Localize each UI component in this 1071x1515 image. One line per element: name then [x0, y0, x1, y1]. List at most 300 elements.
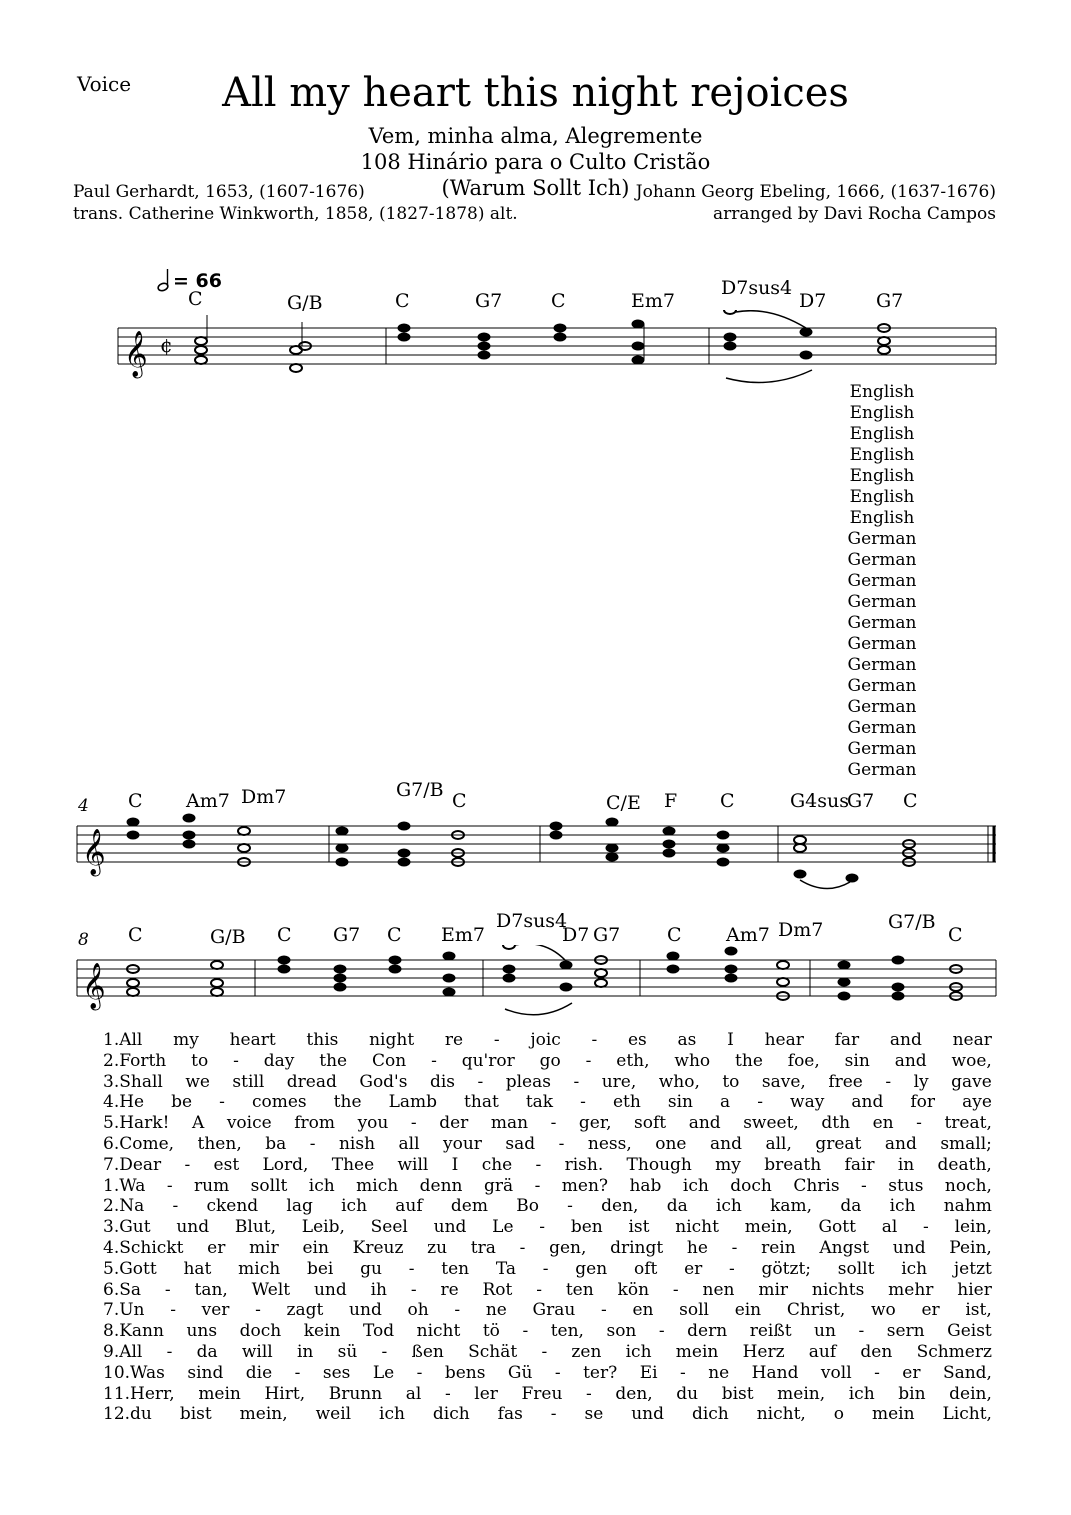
- lyric-syllable: sollt: [250, 1175, 288, 1196]
- lyric-syllable: comes: [251, 1092, 307, 1113]
- lyric-syllable: se: [584, 1404, 604, 1425]
- lyric-syllable: -: [184, 1154, 191, 1175]
- composer-credit: Johann Georg Ebeling, 1666, (1637-1676): [635, 182, 996, 202]
- lyric-syllable: all: [398, 1134, 420, 1154]
- lyric-syllable: tan,: [194, 1279, 228, 1300]
- lyric-syllable: in: [296, 1342, 314, 1362]
- lyric-syllable: breath: [764, 1154, 822, 1175]
- lyric-syllable: auf: [808, 1342, 837, 1362]
- lyric-line: [103, 1280, 992, 1300]
- chord-symbol: G/B: [287, 292, 323, 314]
- lyric-syllable: still: [232, 1071, 265, 1092]
- lyric-syllable: mein: [198, 1383, 241, 1404]
- lyric-syllable: -: [255, 1300, 261, 1321]
- lyric-syllable: and: [851, 1092, 884, 1113]
- lyric-syllable: this: [306, 1030, 339, 1050]
- lyric-syllable: ure,: [601, 1071, 637, 1092]
- lyric-syllable: pleas: [505, 1071, 551, 1092]
- lyric-syllable: Thee: [331, 1154, 375, 1175]
- lyric-syllable: -: [731, 1238, 738, 1258]
- lyric-syllable: oft: [633, 1258, 658, 1279]
- subtitle-portuguese: Vem, minha alma, Alegremente: [368, 124, 703, 148]
- lyric-syllable: -: [729, 1258, 735, 1279]
- lyric-syllable: nicht: [675, 1217, 719, 1238]
- lyric-syllable: wo: [871, 1300, 896, 1321]
- language-label: English: [849, 487, 915, 507]
- lyric-syllable: stus: [888, 1175, 924, 1196]
- lyric-syllable: -: [410, 1113, 417, 1134]
- chord-symbol: Am7: [726, 924, 770, 946]
- lyric-syllable: aye: [962, 1092, 992, 1113]
- lyric-line: [103, 1404, 992, 1424]
- lyric-syllable: I: [451, 1154, 459, 1175]
- lyric-syllable: er: [684, 1258, 703, 1279]
- lyric-syllable: -: [558, 1134, 565, 1154]
- lyric-syllable: -: [554, 1362, 561, 1383]
- lyric-syllable: 4.Schickt: [103, 1238, 184, 1258]
- lyric-syllable: tö: [482, 1321, 500, 1342]
- lyric-syllable: -: [586, 1383, 592, 1404]
- lyric-syllable: one: [655, 1134, 687, 1154]
- lyric-syllable: nen: [702, 1279, 735, 1300]
- lyric-syllable: great: [815, 1134, 862, 1154]
- lyric-syllable: sü: [337, 1342, 358, 1362]
- lyric-syllable: ich: [341, 1196, 368, 1217]
- lyric-syllable: Licht,: [942, 1404, 992, 1425]
- lyric-syllable: 8.Kann: [103, 1321, 164, 1342]
- lyric-syllable: al: [881, 1217, 898, 1238]
- lyric-syllable: qu'ror: [461, 1050, 515, 1071]
- lyric-syllable: -: [573, 1071, 580, 1092]
- lyric-syllable: ich: [682, 1175, 709, 1196]
- lyric-syllable: Freu: [521, 1383, 563, 1404]
- lyric-line: [103, 1238, 992, 1258]
- lyric-syllable: du: [676, 1383, 699, 1404]
- lyric-syllable: ßen: [411, 1342, 444, 1362]
- lyric-syllable: -: [567, 1196, 573, 1217]
- lyric-syllable: tak: [525, 1092, 554, 1113]
- lyric-syllable: -: [539, 1217, 546, 1238]
- lyric-syllable: 1.All: [103, 1030, 143, 1050]
- language-label: German: [847, 529, 917, 549]
- lyric-syllable: -: [541, 1342, 548, 1362]
- lyric-syllable: die: [245, 1362, 273, 1383]
- lyric-syllable: da: [196, 1342, 218, 1362]
- lyric-syllable: ckend: [206, 1196, 259, 1217]
- lyric-syllable: ich: [625, 1342, 652, 1362]
- chord-symbol: G7: [876, 290, 904, 312]
- lyric-syllable: ben: [570, 1217, 603, 1238]
- lyric-syllable: -: [861, 1175, 867, 1196]
- lyric-syllable: zu: [427, 1238, 448, 1258]
- lyric-syllable: gen,: [549, 1238, 587, 1258]
- lyric-syllable: -: [164, 1279, 171, 1300]
- lyric-syllable: götzt;: [761, 1258, 812, 1279]
- lyric-syllable: -: [166, 1342, 173, 1362]
- lyric-syllable: o: [833, 1404, 845, 1425]
- language-label: German: [847, 718, 917, 738]
- lyric-line: [103, 1092, 992, 1112]
- lyric-line: [103, 1051, 992, 1071]
- lyric-syllable: far: [834, 1030, 860, 1050]
- chord-symbol: Em7: [441, 924, 485, 946]
- lyric-syllable: kein: [303, 1321, 341, 1342]
- lyric-syllable: gu: [360, 1258, 382, 1279]
- chord-symbol: C: [903, 790, 918, 812]
- lyric-line: [103, 1342, 992, 1362]
- chord-symbol: Dm7: [778, 919, 824, 941]
- lyric-line: [103, 1384, 992, 1404]
- lyric-syllable: und: [176, 1217, 210, 1238]
- lyric-syllable: 10.Was: [103, 1362, 165, 1383]
- lyric-syllable: -: [542, 1258, 549, 1279]
- lyric-syllable: fas: [497, 1404, 523, 1425]
- treble-clef-icon: 𝄞: [124, 331, 148, 377]
- lyric-syllable: eth,: [616, 1050, 650, 1071]
- lyric-syllable: you: [357, 1113, 389, 1134]
- lyric-syllable: -: [536, 1279, 542, 1300]
- lyric-syllable: -: [444, 1383, 451, 1404]
- chord-symbol: D7: [562, 924, 590, 946]
- lyric-line: [103, 1030, 992, 1050]
- lyric-syllable: 7.Un: [103, 1300, 145, 1321]
- lyric-syllable: -: [923, 1217, 929, 1238]
- arranger-credit: arranged by Davi Rocha Campos: [713, 204, 996, 224]
- lyric-syllable: est: [213, 1154, 240, 1175]
- lyric-syllable: ness,: [587, 1134, 632, 1154]
- lyric-syllable: -: [294, 1362, 301, 1383]
- lyric-line: [103, 1176, 992, 1196]
- lyric-syllable: grä: [483, 1175, 514, 1196]
- lyric-syllable: treat,: [944, 1113, 992, 1134]
- lyric-syllable: mehr: [888, 1279, 934, 1300]
- lyric-syllable: and: [709, 1134, 742, 1154]
- lyric-syllable: 7.Dear: [103, 1154, 162, 1175]
- lyric-syllable: nahm: [943, 1196, 992, 1217]
- lyric-syllable: -: [493, 1030, 500, 1050]
- lyric-syllable: oh: [407, 1300, 429, 1321]
- lyric-syllable: mich: [356, 1175, 399, 1196]
- half-note-icon: [157, 267, 173, 293]
- lyric-syllable: Lamb: [388, 1092, 437, 1113]
- lyric-syllable: who: [674, 1050, 711, 1071]
- lyric-syllable: ich: [715, 1196, 742, 1217]
- lyric-syllable: dein,: [949, 1383, 992, 1404]
- lyric-syllable: the: [319, 1050, 348, 1071]
- lyric-syllable: sad: [505, 1134, 536, 1154]
- lyric-syllable: as: [677, 1030, 697, 1050]
- lyric-syllable: kön: [617, 1279, 650, 1300]
- lyric-line: [103, 1300, 992, 1320]
- lyric-line: [103, 1134, 992, 1154]
- lyric-syllable: joic: [530, 1030, 561, 1050]
- lyric-syllable: bist: [179, 1404, 212, 1425]
- lyric-syllable: Brunn: [328, 1383, 383, 1404]
- lyric-syllable: Con: [371, 1050, 407, 1071]
- lyric-syllable: er: [902, 1362, 921, 1383]
- chord-symbol: C: [128, 790, 143, 812]
- lyric-syllable: Bo: [516, 1196, 539, 1217]
- chord-symbol: G7: [333, 924, 361, 946]
- language-label: German: [847, 676, 917, 696]
- lyric-syllable: nicht: [416, 1321, 461, 1342]
- lyric-syllable: ger,: [578, 1113, 612, 1134]
- translator-credit: trans. Catherine Winkworth, 1858, (1827-1878) alt.: [73, 204, 518, 224]
- lyric-syllable: nichts: [811, 1279, 865, 1300]
- language-label: English: [849, 466, 915, 486]
- lyric-syllable: den: [860, 1342, 893, 1362]
- lyric-syllable: to: [191, 1050, 209, 1071]
- lyric-syllable: he: [686, 1238, 708, 1258]
- language-label: German: [847, 571, 917, 591]
- staff-system-3: [0, 945, 1071, 1025]
- lyric-syllable: my: [715, 1154, 741, 1175]
- chord-symbol: G7: [847, 790, 875, 812]
- lyric-syllable: -: [534, 1175, 541, 1196]
- lyric-syllable: -: [680, 1362, 686, 1383]
- lyric-syllable: ses: [322, 1362, 351, 1383]
- lyric-syllable: Grau: [532, 1300, 576, 1321]
- language-label: English: [849, 508, 915, 528]
- chord-symbol: G7/B: [396, 779, 444, 801]
- chord-symbol: D7sus4: [721, 277, 793, 299]
- lyric-syllable: und: [433, 1217, 467, 1238]
- lyric-syllable: Gott: [818, 1217, 856, 1238]
- lyric-syllable: hat: [183, 1258, 212, 1279]
- lyric-syllable: -: [658, 1321, 665, 1342]
- lyric-syllable: -: [580, 1092, 586, 1113]
- lyric-syllable: Geist: [947, 1321, 992, 1342]
- chord-symbol: Am7: [186, 790, 230, 812]
- lyric-syllable: ly: [913, 1071, 929, 1092]
- lyric-syllable: free: [828, 1071, 863, 1092]
- lyric-syllable: -: [916, 1113, 922, 1134]
- lyric-syllable: that: [464, 1092, 499, 1113]
- lyric-syllable: eth: [612, 1092, 641, 1113]
- chord-symbol: C: [277, 924, 292, 946]
- lyric-syllable: 12.du: [103, 1404, 152, 1425]
- lyric-syllable: -: [601, 1300, 607, 1321]
- language-label: English: [849, 445, 915, 465]
- lyric-line: [103, 1196, 992, 1216]
- lyric-syllable: man: [490, 1113, 529, 1134]
- lyric-syllable: -: [858, 1321, 865, 1342]
- lyric-syllable: mein,: [777, 1383, 826, 1404]
- lyric-syllable: en: [872, 1113, 894, 1134]
- lyric-syllable: night: [369, 1030, 415, 1050]
- lyric-syllable: -: [431, 1050, 437, 1071]
- chord-symbol: Dm7: [241, 786, 287, 808]
- lyric-syllable: -: [170, 1300, 176, 1321]
- lyric-line: [103, 1155, 992, 1175]
- lyric-syllable: weil: [315, 1404, 352, 1425]
- lyric-syllable: ein: [734, 1300, 762, 1321]
- chord-symbol: C: [387, 924, 402, 946]
- chord-symbol: G/B: [210, 926, 246, 948]
- lyric-syllable: dth: [821, 1113, 851, 1134]
- lyric-syllable: 3.Gut: [103, 1217, 151, 1238]
- lyric-syllable: mir: [758, 1279, 789, 1300]
- lyric-syllable: ten: [565, 1279, 594, 1300]
- lyric-syllable: re: [440, 1279, 459, 1300]
- lyric-syllable: -: [166, 1175, 173, 1196]
- lyric-syllable: ich: [379, 1404, 405, 1425]
- lyric-syllable: we: [185, 1071, 210, 1092]
- lyric-syllable: ist,: [965, 1300, 992, 1321]
- lyric-syllable: -: [410, 1279, 417, 1300]
- lyric-syllable: -: [381, 1342, 388, 1362]
- lyric-syllable: and: [884, 1134, 917, 1154]
- lyric-syllable: noch,: [944, 1175, 992, 1196]
- lyric-syllable: for: [910, 1092, 936, 1113]
- lyric-line: [103, 1259, 992, 1279]
- lyric-syllable: dem: [450, 1196, 488, 1217]
- lyric-syllable: I: [727, 1030, 734, 1050]
- language-label: German: [847, 760, 917, 780]
- lyric-syllable: -: [477, 1071, 484, 1092]
- lyric-syllable: and: [894, 1050, 927, 1071]
- lyric-syllable: uns: [186, 1321, 218, 1342]
- lyric-syllable: hear: [764, 1030, 804, 1050]
- lyric-syllable: 11.Herr,: [103, 1383, 175, 1404]
- treble-clef-icon: 𝄞: [82, 963, 106, 1009]
- staff-system-2: [0, 810, 1071, 890]
- lyric-syllable: my: [173, 1030, 199, 1050]
- lyric-syllable: ne: [708, 1362, 730, 1383]
- language-label: German: [847, 592, 917, 612]
- lyric-syllable: ten: [441, 1258, 470, 1279]
- lyric-syllable: -: [172, 1196, 179, 1217]
- chord-symbol: C: [452, 790, 467, 812]
- lyric-line: [103, 1217, 992, 1237]
- lyric-syllable: bin: [898, 1383, 926, 1404]
- treble-clef-icon: 𝄞: [82, 829, 106, 875]
- lyric-syllable: nish: [338, 1134, 376, 1154]
- language-label: English: [849, 382, 915, 402]
- lyric-syllable: soll: [679, 1300, 709, 1321]
- lyric-syllable: Angst: [819, 1238, 870, 1258]
- lyric-syllable: Pein,: [949, 1238, 992, 1258]
- lyric-syllable: ich: [308, 1175, 335, 1196]
- lyric-syllable: God's: [359, 1071, 408, 1092]
- lyric-syllable: rein: [761, 1238, 796, 1258]
- lyric-syllable: dern: [687, 1321, 728, 1342]
- lyric-syllable: -: [885, 1071, 892, 1092]
- language-label: English: [849, 424, 915, 444]
- lyric-syllable: und: [349, 1300, 382, 1321]
- lyric-syllable: sern: [886, 1321, 925, 1342]
- lyric-syllable: -: [585, 1050, 592, 1071]
- lyric-syllable: dread: [286, 1071, 337, 1092]
- chord-symbol: G4sus: [790, 790, 850, 812]
- lyric-syllable: bens: [444, 1362, 486, 1383]
- lyric-syllable: al: [405, 1383, 422, 1404]
- lyric-syllable: mein: [871, 1404, 915, 1425]
- lyric-syllable: doch: [239, 1321, 282, 1342]
- lyric-syllable: ver: [201, 1300, 230, 1321]
- lyric-syllable: tra: [470, 1238, 496, 1258]
- chord-symbol: D7: [799, 290, 827, 312]
- lyric-syllable: and: [889, 1030, 922, 1050]
- lyric-syllable: ter?: [583, 1362, 618, 1383]
- lyric-syllable: -: [219, 1092, 225, 1113]
- lyric-syllable: ich: [901, 1258, 928, 1279]
- lyric-syllable: 1.Wa: [103, 1175, 146, 1196]
- lyric-syllable: a: [720, 1092, 731, 1113]
- language-label: German: [847, 655, 917, 675]
- language-label: German: [847, 613, 917, 633]
- lyric-syllable: -: [309, 1134, 316, 1154]
- lyric-syllable: gave: [951, 1071, 992, 1092]
- lyric-syllable: 5.Hark!: [103, 1113, 170, 1134]
- lyric-syllable: all,: [765, 1134, 792, 1154]
- chord-symbol: G7: [593, 924, 621, 946]
- piece-title: All my heart this night rejoices: [222, 70, 849, 116]
- lyric-syllable: und: [313, 1279, 347, 1300]
- lyric-syllable: Welt: [251, 1279, 291, 1300]
- part-name: Voice: [77, 72, 132, 96]
- language-label: German: [847, 634, 917, 654]
- lyric-syllable: sweet,: [743, 1113, 799, 1134]
- chord-symbol: D7sus4: [496, 910, 568, 932]
- lyric-syllable: A: [192, 1113, 205, 1134]
- lyric-syllable: the: [735, 1050, 763, 1071]
- lyric-syllable: -: [233, 1050, 239, 1071]
- lyric-syllable: ich: [848, 1383, 875, 1404]
- lyric-syllable: rum: [194, 1175, 230, 1196]
- lyric-syllable: er: [921, 1300, 940, 1321]
- measure-number: 8: [78, 930, 89, 950]
- lyric-syllable: zagt: [286, 1300, 324, 1321]
- lyric-syllable: -: [416, 1362, 423, 1383]
- chord-symbol: C: [551, 290, 566, 312]
- lyric-syllable: from: [294, 1113, 336, 1134]
- lyric-syllable: lag: [286, 1196, 313, 1217]
- measure-number: 4: [78, 796, 89, 816]
- chord-symbol: C/E: [606, 792, 641, 814]
- lyric-syllable: mich: [238, 1258, 281, 1279]
- staff-system-1: [0, 310, 1071, 390]
- lyric-syllable: -: [591, 1030, 598, 1050]
- lyric-syllable: in: [897, 1154, 915, 1175]
- lyric-syllable: Ta: [495, 1258, 516, 1279]
- subtitle-hymnal: 108 Hinário para o Culto Cristão: [360, 150, 711, 174]
- lyric-syllable: un: [814, 1321, 836, 1342]
- lyric-syllable: en: [632, 1300, 654, 1321]
- lyric-syllable: go: [539, 1050, 561, 1071]
- lyric-syllable: ein: [302, 1238, 329, 1258]
- lyric-syllable: doch: [730, 1175, 772, 1196]
- chord-symbol: C: [667, 924, 682, 946]
- lyric-syllable: dringt: [610, 1238, 664, 1258]
- lyric-syllable: men?: [561, 1175, 609, 1196]
- lyric-syllable: jetzt: [953, 1258, 992, 1279]
- lyric-syllable: Le: [492, 1217, 514, 1238]
- chord-symbol: C: [395, 290, 410, 312]
- lyric-syllable: Christ,: [786, 1300, 846, 1321]
- lyric-syllable: sin: [844, 1050, 870, 1071]
- lyric-syllable: kam,: [770, 1196, 813, 1217]
- lyric-syllable: -: [757, 1092, 763, 1113]
- lyric-syllable: the: [333, 1092, 362, 1113]
- lyric-syllable: Hand: [751, 1362, 799, 1383]
- lyric-syllable: mein: [675, 1342, 719, 1362]
- lyric-syllable: -: [550, 1404, 557, 1425]
- lyric-syllable: mein,: [744, 1217, 793, 1238]
- language-label: German: [847, 697, 917, 717]
- chord-symbol: C: [948, 924, 963, 946]
- lyric-line: [103, 1113, 992, 1133]
